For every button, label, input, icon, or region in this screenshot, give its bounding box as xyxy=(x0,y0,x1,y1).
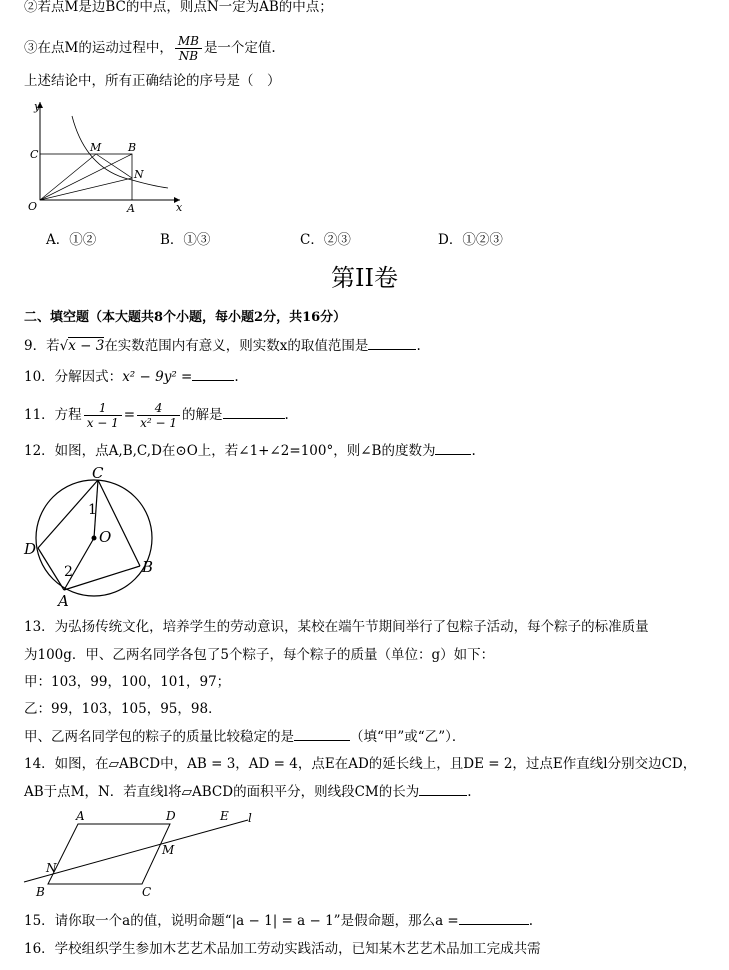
statement-3 xyxy=(24,34,276,63)
question-10 xyxy=(24,368,239,386)
question-15 xyxy=(24,912,533,930)
label-y: y xyxy=(34,100,41,113)
q13-line5-suffix: （填“甲”或“乙”）． xyxy=(350,729,466,745)
question-9 xyxy=(24,337,421,355)
label-D: D xyxy=(24,540,37,558)
question-12 xyxy=(24,442,476,460)
q15-text: 15．请你取一个a的值，说明命题“|a − 1| = a − 1”是假命题，那么a = xyxy=(24,913,459,929)
chord-DA xyxy=(38,548,64,590)
line-l xyxy=(24,820,248,882)
q11-equals: = xyxy=(123,407,136,423)
q9-end: . xyxy=(416,338,421,354)
q11-right-fraction xyxy=(137,401,180,430)
answer-blank-14[interactable] xyxy=(419,783,467,796)
q11-right-denominator: x² − 1 xyxy=(140,416,177,430)
statement-3-prefix: ③在点M的运动过程中， xyxy=(24,40,173,56)
answer-blank-15[interactable] xyxy=(459,912,529,925)
label-M: M xyxy=(90,141,102,154)
q9-prefix: 9．若 xyxy=(24,338,60,354)
q11-left-fraction xyxy=(84,401,122,430)
label-C: C xyxy=(142,885,152,899)
label-B: B xyxy=(142,558,154,576)
label-D: D xyxy=(166,809,176,823)
choice-c: C．②③ xyxy=(300,232,351,248)
q11-text: 的解是 xyxy=(182,407,223,423)
sqrt-symbol: √ xyxy=(59,338,69,354)
figure-circle xyxy=(20,466,170,608)
label-O: O xyxy=(28,200,38,213)
label-C: C xyxy=(30,148,39,161)
answer-blank-9[interactable] xyxy=(368,337,416,350)
label-l: l xyxy=(248,811,252,825)
choice-b: B．①③ xyxy=(160,232,211,248)
label-C: C xyxy=(92,466,104,482)
label-M: M xyxy=(162,843,175,857)
angle-1-label: 1 xyxy=(88,502,97,518)
question-16: 16．学校组织学生参加木艺艺术品加工劳动实践活动，已知某木艺艺术品加工完成共需 xyxy=(24,941,541,957)
label-B: B xyxy=(36,885,45,899)
angle-2-label: 2 xyxy=(64,564,73,580)
answer-blank-12[interactable] xyxy=(435,442,471,455)
label-A: A xyxy=(58,592,69,608)
q14-end: . xyxy=(467,784,472,800)
q13-line-5 xyxy=(24,728,465,746)
ratio-denominator: NB xyxy=(178,49,199,63)
answer-blank-13[interactable] xyxy=(294,728,350,741)
label-E: E xyxy=(220,809,229,823)
ratio-fraction xyxy=(175,34,202,63)
answer-blank-11[interactable] xyxy=(223,406,285,419)
q11-left-numerator: 1 xyxy=(84,401,122,416)
q9-text: 在实数范围内有意义，则实数x的取值范围是 xyxy=(104,338,369,354)
label-N: N xyxy=(134,168,144,181)
q14-line-1: 14．如图，在▱ABCD中，AB = 3，AD = 4，点E在AD的延长线上，且DE = 2，过点E作直线l分别交边CD， xyxy=(24,756,697,772)
q14-line2-text: AB于点M，N．若直线l将▱ABCD的面积平分，则线段CM的长为 xyxy=(24,784,420,800)
q12-text: 12．如图，点A,B,C,D在⊙O上，若∠1+∠2=100°，则∠B的度数为 xyxy=(24,443,436,459)
q15-end: . xyxy=(528,913,534,929)
label-B: B xyxy=(128,141,137,154)
label-O: O xyxy=(99,528,112,546)
center-point xyxy=(92,536,97,541)
choice-a: A．①② xyxy=(46,232,97,248)
q10-end: . xyxy=(234,369,239,385)
label-x: x xyxy=(176,201,183,214)
parallelogram-ABCD xyxy=(48,824,170,884)
q13-line-2: 为100g．甲、乙两名同学各包了5个粽子，每个粽子的质量（单位：g）如下： xyxy=(24,647,495,663)
part-heading: 第II卷 xyxy=(331,264,398,292)
label-A: A xyxy=(127,202,135,215)
q13-line5-text: 甲、乙两名同学包的粽子的质量比较稳定的是 xyxy=(24,729,294,745)
q11-end: . xyxy=(284,407,289,423)
question-text: 上述结论中，所有正确结论的序号是（ ） xyxy=(24,73,281,89)
q10-expression: x² − 9y² = xyxy=(122,369,193,385)
q11-right-numerator: 4 xyxy=(137,401,180,416)
q11-prefix: 11．方程 xyxy=(24,407,82,423)
q11-left-denominator: x − 1 xyxy=(86,416,119,430)
question-11 xyxy=(24,398,289,432)
q14-line-2 xyxy=(24,783,472,801)
figure-parallelogram xyxy=(20,806,270,902)
statement-2: ②若点M是边BC的中点，则点N一定为AB的中点； xyxy=(24,0,333,15)
choice-d: D．①②③ xyxy=(438,232,503,248)
figure-coordinate xyxy=(28,96,198,218)
label-N: N xyxy=(46,861,57,875)
q13-line-3: 甲：103，99，100，101，97； xyxy=(24,674,231,690)
q10-prefix: 10．分解因式： xyxy=(24,369,123,385)
label-A: A xyxy=(76,809,85,823)
segment-OB xyxy=(40,154,132,200)
q13-line-4: 乙：99，103，105，95，98． xyxy=(24,701,222,717)
q12-end: . xyxy=(471,443,476,459)
answer-blank-10[interactable] xyxy=(192,368,234,381)
chord-CB xyxy=(98,480,140,566)
q13-line-1: 13．为弘扬传统文化，培养学生的劳动意识，某校在端午节期间举行了包粽子活动，每个粽子的标准质量 xyxy=(24,619,649,635)
section-title: 二、填空题（本大题共8个小题，每小题2分，共16分） xyxy=(24,310,347,325)
statement-3-suffix: 是一个定值. xyxy=(203,40,276,56)
hyperbola-curve xyxy=(72,116,168,188)
radicand: x − 3 xyxy=(68,338,105,354)
ratio-numerator: MB xyxy=(175,34,202,49)
